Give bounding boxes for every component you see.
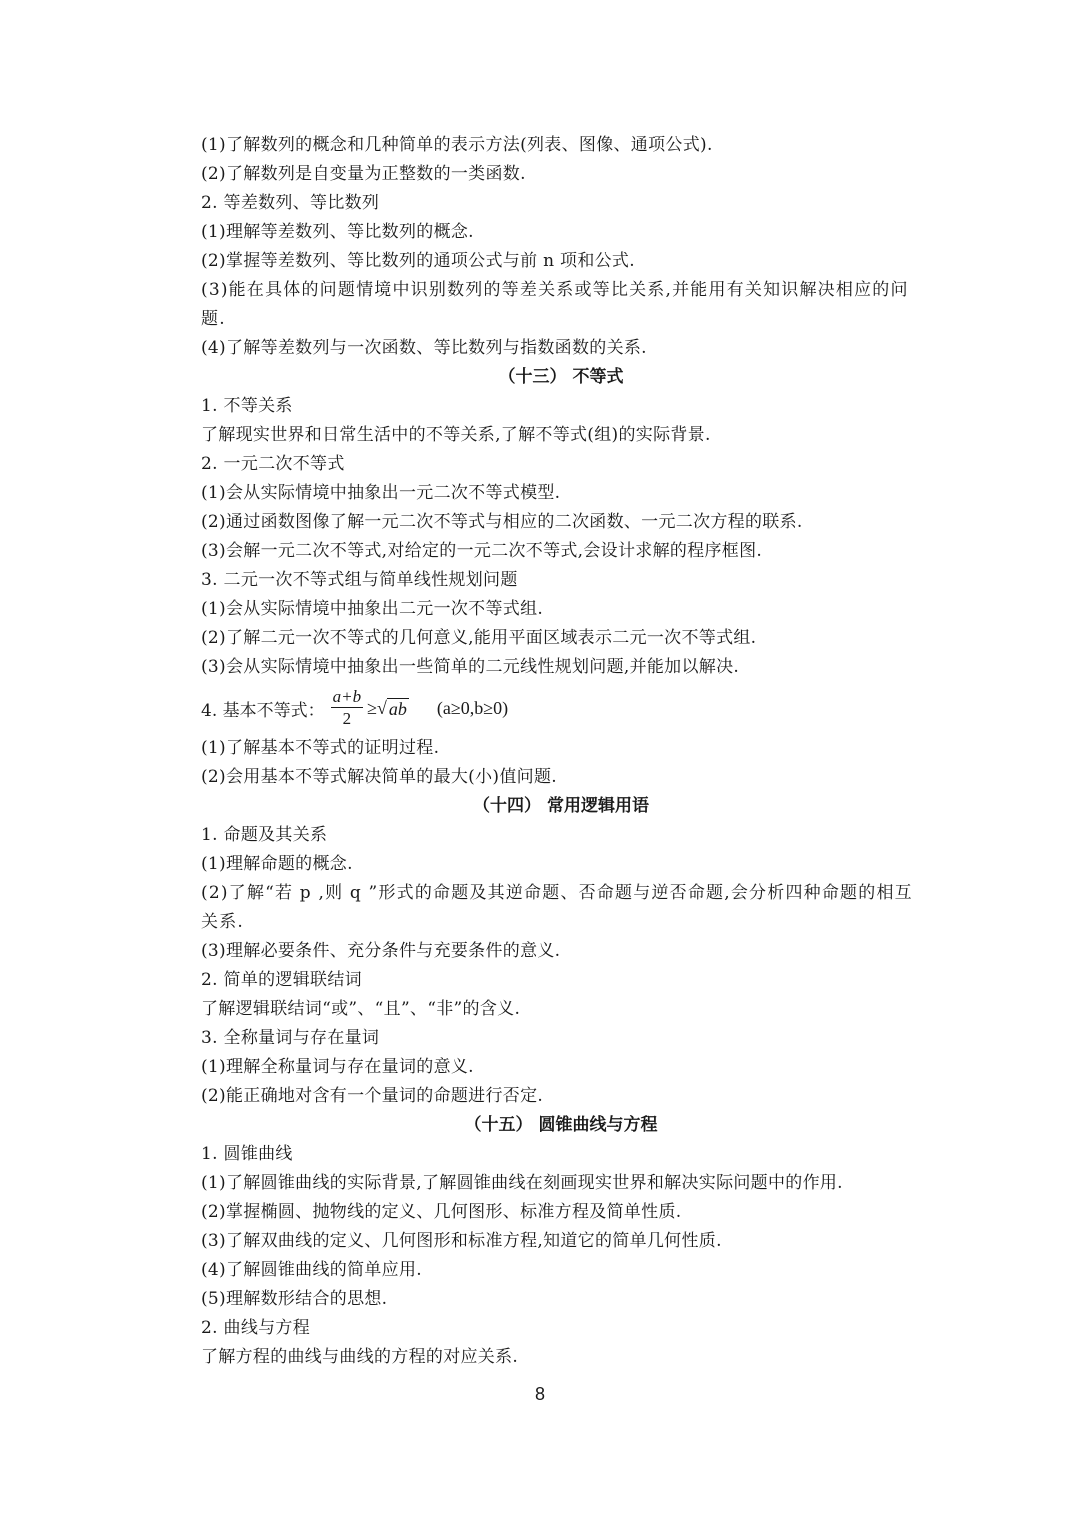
text-line: (3)理解必要条件、充分条件与充要条件的意义. <box>201 941 561 961</box>
square-root <box>377 698 409 719</box>
formula-condition: (a≥0,b≥0) <box>436 697 509 718</box>
basic-inequality-formula <box>165 682 917 734</box>
subsection-title: 1. 命题及其关系 <box>201 825 328 845</box>
text-line: (4)了解等差数列与一次函数、等比数列与指数函数的关系. <box>201 338 647 358</box>
text-line: (1)了解数列的概念和几种简单的表示方法(列表、图像、通项公式). <box>201 135 713 155</box>
text-line: (2)了解数列是自变量为正整数的一类函数. <box>201 164 526 184</box>
text-line: (3)了解双曲线的定义、几何图形和标准方程,知道它的简单几何性质. <box>201 1231 722 1251</box>
text-line: 了解现实世界和日常生活中的不等关系,了解不等式(组)的实际背景. <box>201 425 711 445</box>
text-line: (2)掌握等差数列、等比数列的通项公式与前 n 项和公式. <box>201 251 635 271</box>
text-line: (2)能正确地对含有一个量词的命题进行否定. <box>201 1086 544 1106</box>
formula-label: 4. 基本不等式： <box>201 700 325 721</box>
subsection-title: 2. 简单的逻辑联结词 <box>201 970 362 990</box>
subsection-title: 3. 全称量词与存在量词 <box>201 1028 380 1048</box>
text-line: (1)理解命题的概念. <box>201 854 353 874</box>
subsection-title: 1. 不等关系 <box>201 396 293 416</box>
radicand: ab <box>388 698 407 719</box>
subsection-title: 2. 曲线与方程 <box>201 1318 311 1338</box>
subsection-title: 3. 二元一次不等式组与简单线性规划问题 <box>201 570 518 590</box>
text-line: (1)理解等差数列、等比数列的概念. <box>201 222 474 242</box>
text-line: (5)理解数形结合的思想. <box>201 1289 388 1309</box>
text-line: (4)了解圆锥曲线的简单应用. <box>201 1260 422 1280</box>
text-paragraph: (3)能在具体的问题情境中识别数列的等差关系或等比关系,并能用有关知识解决相应的问题. <box>201 280 909 329</box>
text-line: (2)通过函数图像了解一元二次不等式与相应的二次函数、一元二次方程的联系. <box>201 512 803 532</box>
text-line: (1)会从实际情境中抽象出二元一次不等式组. <box>201 599 544 619</box>
text-line: (1)理解全称量词与存在量词的意义. <box>201 1057 474 1077</box>
relation-symbol: ≥ <box>367 697 377 718</box>
text-line: (1)了解圆锥曲线的实际背景,了解圆锥曲线在刻画现实世界和解决实际问题中的作用. <box>201 1173 843 1193</box>
text-line: 了解逻辑联结词“或”、“且”、“非”的含义. <box>201 999 521 1019</box>
document-page <box>165 131 917 1372</box>
text-line: (3)会解一元二次不等式,对给定的一元二次不等式,会设计求解的程序框图. <box>201 541 763 561</box>
radical-sign-icon: √ <box>377 697 387 718</box>
page-number: 8 <box>534 1384 545 1404</box>
subsection-title: 2. 一元二次不等式 <box>201 454 345 474</box>
denominator: 2 <box>342 708 352 728</box>
text-line: (2)掌握椭圆、抛物线的定义、几何图形、标准方程及简单性质. <box>201 1202 682 1222</box>
text-line: (1)会从实际情境中抽象出一元二次不等式模型. <box>201 483 561 503</box>
text-line: 了解方程的曲线与曲线的方程的对应关系. <box>201 1347 519 1367</box>
text-paragraph: (2)了解“若 p ,则 q ”形式的命题及其逆命题、否命题与逆否命题,会分析四种命题的相互关系. <box>201 883 913 932</box>
text-line: (2)了解二元一次不等式的几何意义,能用平面区域表示二元一次不等式组. <box>201 628 757 648</box>
fraction <box>331 687 363 730</box>
section-heading: （十五） 圆锥曲线与方程 <box>464 1115 658 1135</box>
section-heading: （十三） 不等式 <box>498 367 624 387</box>
numerator: a+b <box>332 686 362 706</box>
text-line: (2)会用基本不等式解决简单的最大(小)值问题. <box>201 767 557 787</box>
section-heading: （十四） 常用逻辑用语 <box>473 796 649 816</box>
subsection-title: 1. 圆锥曲线 <box>201 1144 293 1164</box>
text-line: (1)了解基本不等式的证明过程. <box>201 738 440 758</box>
subsection-title: 2. 等差数列、等比数列 <box>201 193 380 213</box>
text-line: (3)会从实际情境中抽象出一些简单的二元线性规划问题,并能加以解决. <box>201 657 740 677</box>
